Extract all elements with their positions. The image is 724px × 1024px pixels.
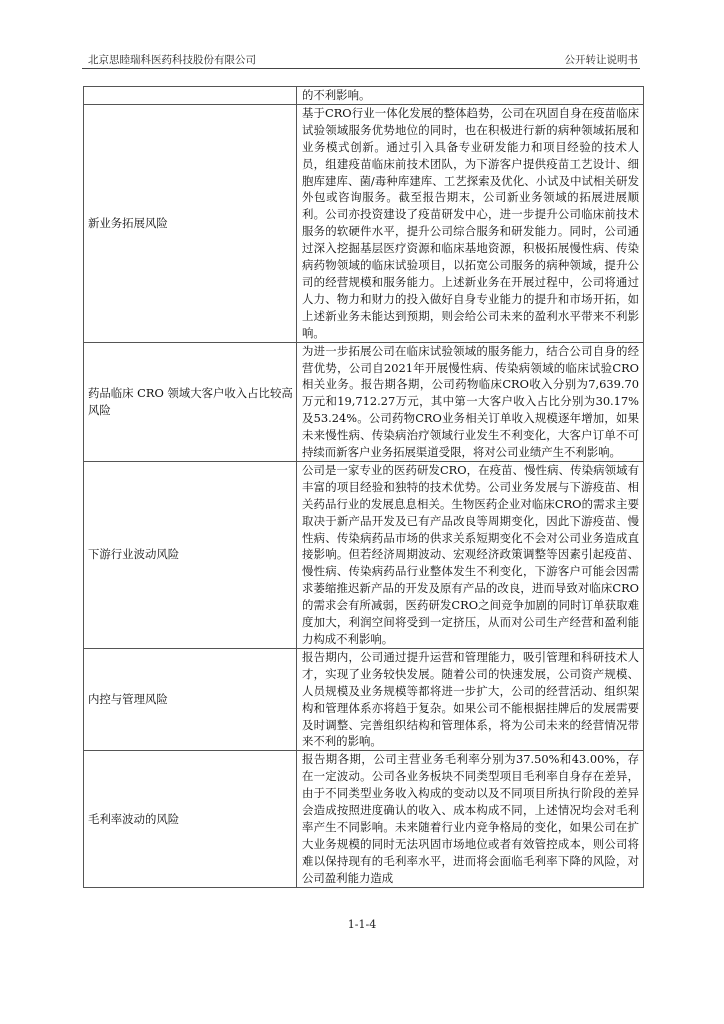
risk-description: 基于CRO行业一体化发展的整体趋势，公司在巩固自身在疫苗临床试验领域服务优势地位的同时，也在积极进行新的病种领域拓展和业务模式创新。通过引入具备专业研发能力和项目经验的技术人员，组建疫苗临床前技术团队，为下游客户提供疫苗工艺设计、细胞库建库、菌/毒种库建库、工艺探索及优化、小试及中试相关研发外包或咨询服务。截至报告期末，公司新业务领域的拓展进展顺利。公司亦投资建设了疫苗研发中心，进一步提升公司临床前技术服务的软硬件水平，提升公司综合服务和研发能力。同时，公司通过深入挖掘基层医疗资源和临床基地资源，积极拓展慢性病、传染病药物领域的临床试验项目，以拓宽公司服务的病种领域，提升公司的经营规模和服务能力。上述新业务在开展过程中，公司将通过人力、物力和财力的投入做好自身专业能力的提升和市场开拓，如上述新业务未能达到预期，则会给公司未来的盈利水平带来不利影响。	[297, 104, 644, 342]
risk-table	[83, 86, 644, 888]
risk-name	[84, 87, 297, 105]
table-row	[84, 342, 644, 461]
table-row	[84, 87, 644, 105]
table-row	[84, 648, 644, 750]
risk-name: 内控与管理风险	[84, 648, 297, 750]
document-title: 公开转让说明书	[564, 54, 638, 66]
table-row	[84, 461, 644, 648]
risk-name: 药品临床 CRO 领域大客户收入占比较高风险	[84, 342, 297, 461]
risk-description: 的不利影响。	[297, 87, 644, 105]
risk-description: 为进一步拓展公司在临床试验领域的服务能力，结合公司自身的经营优势，公司自2021年开展慢性病、传染病领域的临床试验CRO相关业务。报告期各期，公司药物临床CRO收入分别为7,639.70万元和19,712.27万元，其中第一大客户收入占比分别为30.17%及53.24%。公司药物CRO业务相关订单收入规模逐年增加，如果未来慢性病、传染病治疗领域行业发生不利变化，大客户订单不可持续而新客户业务拓展渠道受限，将对公司业绩产生不利影响。	[297, 342, 644, 461]
page-number: 1-1-4	[347, 918, 377, 931]
risk-name: 下游行业波动风险	[84, 461, 297, 648]
risk-description: 公司是一家专业的医药研发CRO，在疫苗、慢性病、传染病领域有丰富的项目经验和独特的技术优势。公司业务发展与下游疫苗、相关药品行业的发展息息相关。生物医药企业对临床CRO的需求主要取决于新产品开发及已有产品改良等周期变化，因此下游疫苗、慢性病、传染病药品市场的供求关系短期变化不会对公司业务造成直接影响。但若经济周期波动、宏观经济政策调整等因素引起疫苗、慢性病、传染病药品行业整体发生不利变化，下游客户可能会因需求萎缩推迟新产品的开发及原有产品的改良，进而导致对临床CRO的需求会有所减弱，医药研发CRO之间竞争加剧的同时订单获取难度加大，利润空间将受到一定挤压，从而对公司生产经营和盈利能力构成不利影响。	[297, 461, 644, 648]
table-row	[84, 751, 644, 887]
risk-name: 毛利率波动的风险	[84, 751, 297, 887]
company-name: 北京思睦瑞科医药科技股份有限公司	[88, 54, 256, 66]
risk-description: 报告期各期，公司主营业务毛利率分别为37.50%和43.00%，存在一定波动。公司各业务板块不同类型项目毛利率自身存在差异，由于不同类型业务收入构成的变动以及不同项目所执行阶段的差异会造成按照进度确认的收入、成本构成不同，上述情况均会对毛利率产生不同影响。未来随着行业内竞争格局的变化，如果公司在扩大业务规模的同时无法巩固市场地位或者有效管控成本，则公司将难以保持现有的毛利率水平，进而将会面临毛利率下降的风险，对公司盈利能力造成	[297, 751, 644, 887]
table-row	[84, 104, 644, 342]
risk-name: 新业务拓展风险	[84, 104, 297, 342]
risk-description: 报告期内，公司通过提升运营和管理能力，吸引管理和科研技术人才，实现了业务较快发展。随着公司的快速发展，公司资产规模、人员规模及业务规模等都将进一步扩大，公司的经营活动、组织架构和管理体系亦将趋于复杂。如果公司不能根据挂牌后的发展需要及时调整、完善组织结构和管理体系，将为公司未来的经营情况带来不利的影响。	[297, 648, 644, 750]
page-header	[82, 52, 640, 69]
